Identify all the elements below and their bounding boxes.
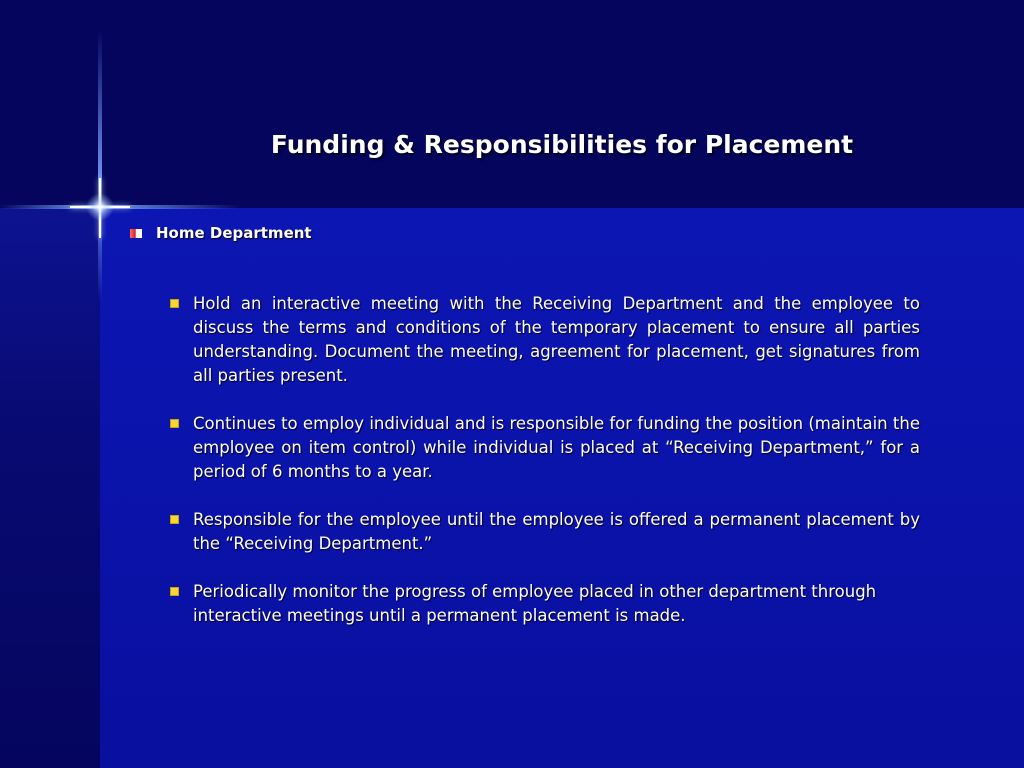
square-bullet-icon [130, 229, 142, 238]
square-bullet-icon [170, 587, 179, 596]
slide-title: Funding & Responsibilities for Placement [270, 130, 854, 159]
list-item-text: Hold an interactive meeting with the Receiving Department and the employee to discuss the terms and conditions of the temporary placement to ensure all parties understanding. Document the meeting, agreement for placement, get signatures from all parties present. [193, 294, 920, 385]
list-item-text: Periodically monitor the progress of employee placed in other department through interactive meetings until a permanent placement is made. [193, 582, 877, 625]
list-item-text: Continues to employ individual and is responsible for funding the position (maintain the employee on item control) while individual is placed at “Receiving Department,” for a period of 6 months to a year. [193, 414, 920, 481]
list-item [170, 508, 920, 556]
section-heading-label: Home Department [156, 224, 312, 242]
square-bullet-icon [170, 515, 179, 524]
section-heading [130, 224, 312, 242]
bullet-list [170, 292, 920, 652]
list-item [170, 292, 920, 388]
square-bullet-icon [170, 419, 179, 428]
decorative-vertical-line [98, 30, 102, 300]
header-panel [100, 0, 1024, 208]
left-panel [0, 208, 100, 768]
list-item [170, 412, 920, 484]
star-sparkle-icon [86, 193, 114, 221]
list-item-text: Responsible for the employee until the employee is offered a permanent placement by the “Receiving Department.” [193, 510, 920, 553]
list-item [170, 580, 920, 628]
square-bullet-icon [170, 299, 179, 308]
